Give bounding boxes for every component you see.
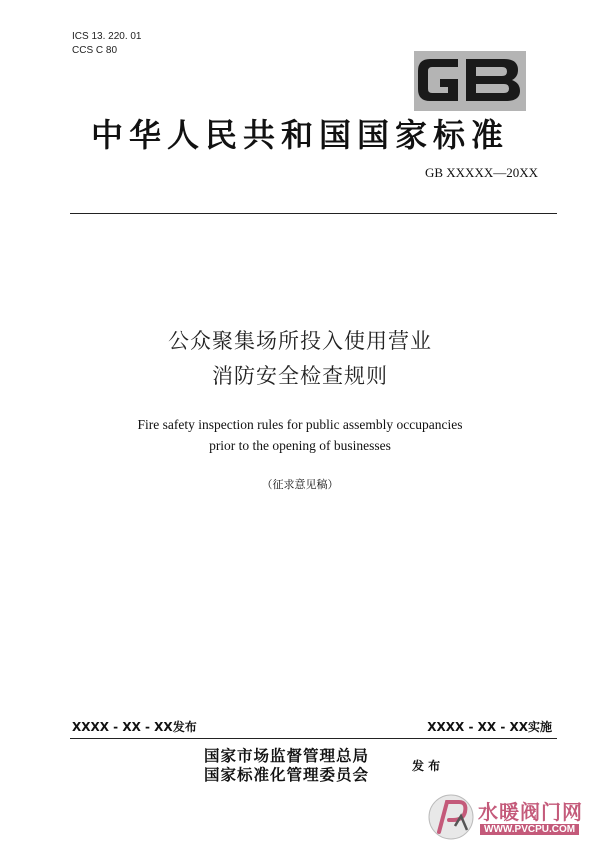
publish-date: XXXX - XX - XX发布 bbox=[72, 720, 197, 734]
watermark-text: 水暖阀门网 bbox=[478, 800, 583, 824]
issuer-samr: 国家市场监督管理总局 bbox=[204, 746, 370, 765]
english-title bbox=[0, 414, 600, 456]
ics-code: ICS 13. 220. 01 bbox=[72, 31, 142, 42]
gb-logo-icon bbox=[408, 45, 528, 113]
ccs-code: CCS C 80 bbox=[72, 45, 118, 56]
watermark-url: WWW.PVCPU.COM bbox=[480, 824, 579, 835]
standard-number: GB XXXXX—20XX bbox=[424, 165, 538, 180]
issuer-sac: 国家标准化管理委员会 bbox=[204, 765, 370, 784]
issue-label: 发 布 bbox=[412, 759, 441, 773]
top-divider bbox=[70, 213, 557, 214]
bottom-divider bbox=[70, 738, 557, 739]
draft-status: （征求意见稿） bbox=[261, 478, 339, 491]
national-standard-heading: 中华人民共和国国家标准 bbox=[90, 116, 509, 154]
classification-codes bbox=[72, 30, 142, 58]
english-title-line-1: Fire safety inspection rules for public assembly occupancies bbox=[137, 417, 463, 432]
english-title-line-2: prior to the opening of businesses bbox=[209, 438, 391, 453]
chinese-title-line-1: 公众聚集场所投入使用营业 bbox=[168, 329, 432, 353]
issuing-authorities bbox=[204, 746, 369, 784]
implement-date: XXXX - XX - XX实施 bbox=[427, 720, 552, 734]
chinese-title-line-2: 消防安全检查规则 bbox=[212, 364, 388, 388]
